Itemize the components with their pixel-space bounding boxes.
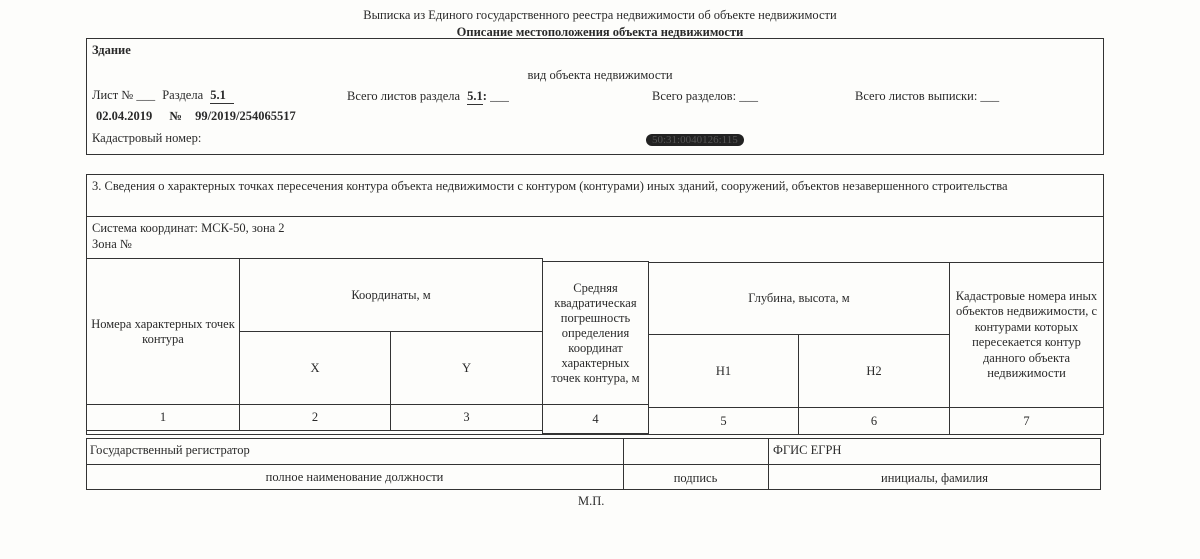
object-type: Здание bbox=[92, 43, 131, 57]
col-cadastral-header: Кадастровые номера иных объектов недвижимости, с контурами которых пересекается контур данного объекта недвижимости bbox=[949, 262, 1104, 408]
col-y-header: Y bbox=[390, 331, 543, 405]
signature-caption: подпись bbox=[673, 471, 718, 485]
num-1: 1 bbox=[86, 404, 240, 431]
position-caption: полное наименование должности bbox=[265, 470, 444, 484]
num-4: 4 bbox=[542, 404, 649, 434]
section3-title: 3. Сведения о характерных точках пересечения контура объекта недвижимости с контуром (контурами) иных зданий, сооружений, объектов незавершенного строительства bbox=[92, 179, 1008, 193]
stamp-place: М.П. bbox=[578, 494, 605, 508]
num-6: 6 bbox=[798, 407, 950, 435]
col-points-header: Номера характерных точек контура bbox=[86, 258, 240, 405]
cadastral-number-value: 50:31:0040126:115 bbox=[646, 134, 744, 146]
extract-sheets-total: Всего листов выписки: ___ bbox=[855, 89, 1000, 103]
registrar-label: Государственный регистратор bbox=[90, 443, 250, 457]
num-7: 7 bbox=[949, 407, 1104, 435]
extract-date-number: 02.04.2019 № 99/2019/254065517 bbox=[96, 109, 296, 123]
num-3: 3 bbox=[390, 404, 543, 431]
sheet-number: Лист № ___ Раздела 5.1 bbox=[92, 88, 234, 104]
coord-system: Система координат: МСК-50, зона 2 bbox=[92, 221, 285, 235]
num-5: 5 bbox=[648, 407, 799, 435]
registrar-org: ФГИС ЕГРН bbox=[773, 443, 842, 457]
sections-total: Всего разделов: ___ bbox=[652, 89, 758, 103]
num-2: 2 bbox=[239, 404, 391, 431]
document-subtitle: Описание местоположения объекта недвижимости bbox=[456, 25, 744, 39]
cadastral-number-label: Кадастровый номер: bbox=[92, 131, 202, 145]
col-h1-header: H1 bbox=[648, 334, 799, 408]
name-caption: инициалы, фамилия bbox=[881, 471, 988, 485]
col-x-header: X bbox=[239, 331, 391, 405]
col-error-header: Средняя квадратическая погрешность определения координат характерных точек контура, м bbox=[542, 261, 649, 405]
document-title: Выписка из Единого государственного реестра недвижимости об объекте недвижимости bbox=[363, 8, 837, 22]
col-h2-header: H2 bbox=[798, 334, 950, 408]
col-depth-header: Глубина, высота, м bbox=[648, 262, 950, 335]
col-coords-header: Координаты, м bbox=[239, 258, 543, 332]
zone-number: Зона № bbox=[92, 237, 132, 251]
section-sheets-total: Всего листов раздела 5.1: ___ bbox=[347, 89, 509, 103]
object-type-caption: вид объекта недвижимости bbox=[527, 68, 673, 82]
